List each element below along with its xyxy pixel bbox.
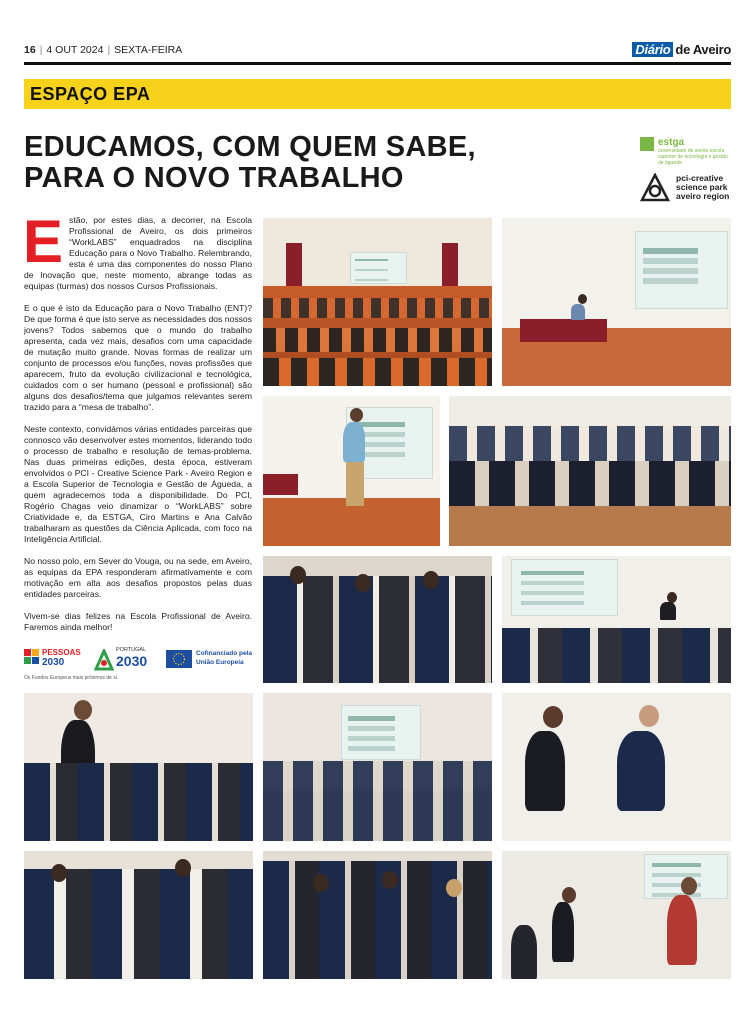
portugal-flag-icon: [94, 649, 114, 671]
pessoas-2030-logo: [24, 647, 82, 673]
pessoas-year: 2030: [42, 657, 65, 668]
section-band: [24, 79, 731, 109]
eu-line-1: Cofinanciado pela: [196, 650, 252, 657]
pessoas-label: PESSOAS: [42, 648, 81, 657]
projection-screen: [341, 705, 421, 760]
estga-mark-icon: [640, 137, 654, 151]
projection-screen: [635, 231, 729, 309]
drop-cap: E: [23, 208, 64, 275]
photo-classroom-screen: [263, 693, 492, 841]
photo-group-discussion: [502, 851, 731, 979]
page-meta: 16 | 4 OUT 2024 | SEXTA-FEIRA: [24, 44, 183, 56]
photo-presenter-table: [502, 218, 731, 386]
photo-students-closeup: [263, 556, 492, 683]
photo-auditorium-rear: [263, 218, 492, 386]
article-paragraph-3: Neste contexto, convidámos várias entidades parceiras que connosco vão desenvolver estes momentos, liderando todo o processo de trabalho e resolução de temas-problema. Nas duas primeiras edições, desta época, estiveram envolvidos o PCI - Creative Science Park - Aveiro Region e a Escola Superior de Tecnologia e Gestão de Águeda, a quem agradecemos toda a disponibilidade. Do PCI, Rogério Chagas veio dinamizar o “WorkLABS” sobre Criatividade e, da ESTGA, Ciro Martins e Ana Calvão trabalharam as questões da Ciência Aplicada, com foco na Inteligência Artificial.: [24, 424, 252, 544]
eu-line-2: União Europeia: [196, 659, 244, 666]
photo-presenter-gesturing: [24, 693, 253, 841]
section-label: ESPAÇO EPA: [30, 84, 151, 104]
pci-mark-icon: [640, 173, 670, 203]
projection-screen: [350, 252, 407, 284]
brand-name: de Aveiro: [675, 42, 731, 57]
brand-tag: Diário: [632, 42, 673, 57]
photo-students-front-row: [24, 851, 253, 979]
pessoas-flag-icon: [24, 647, 40, 671]
estga-name: estga: [658, 137, 685, 148]
pci-logo: [640, 173, 732, 205]
photo-students-auditorium: [263, 851, 492, 979]
page-number: 16: [24, 44, 36, 56]
article-paragraph-1-text: stão, por estes dias, a decorrer, na Escola Profissional de Aveiro, os dois primeiros “WorkLABS” enquadrados na disciplina Educação para o Novo Trabalho. Relembrando, esta é uma das componentes do nosso Plano de Inovação que, neste momento, abrange todas as equipas (turmas) dos nossos Cursos Profissionais.: [24, 215, 252, 291]
article-body: [23, 208, 252, 633]
estga-subtitle: universidade de aveiro escola superior de tecnologia e gestão de águeda: [658, 148, 728, 166]
estga-logo: [640, 135, 732, 166]
eu-flag-icon: [166, 650, 192, 668]
eu-cofunding-logo: [166, 647, 254, 673]
portugal-year: 2030: [116, 653, 148, 669]
article-headline: [24, 132, 584, 194]
headline-line-1: EDUCAMOS, COM QUEM SABE,: [24, 131, 476, 163]
issue-date: 4 OUT 2024: [46, 44, 104, 56]
article-paragraph-1: [23, 208, 252, 292]
headline-line-2: PARA O NOVO TRABALHO: [24, 162, 404, 194]
projection-screen: [511, 559, 618, 617]
funding-note: Os Fundos Europeus mais próximos de si.: [24, 675, 119, 681]
photo-presenter-standing: [263, 396, 440, 546]
pci-name: pci-creative science park aveiro region: [676, 173, 730, 201]
article-paragraph-2: E o que é isto da Educação para o Novo Trabalho (ENT)? De que forma é que isto serve as necessidades dos nossos jovens? Todos sabemos que o mundo do trabalho apresenta, cada vez mais, desafios com uma capacidade de mutação muito grande. Novas formas de realizar um conjunto de processos e/ou funções, novas profissões que aparecem, fruto da evolução civilizacional e tecnológica, cuidados com o ser humano (pessoal e profissional) são alguns dos desafios/tema que julgamos relevantes serem trazido para a “mesa de trabalho”.: [24, 303, 252, 412]
funding-logos: [24, 645, 254, 685]
photo-students-presentation: [502, 556, 731, 683]
portugal-label: PORTUGAL: [116, 647, 147, 653]
article-paragraph-4: No nosso polo, em Sever do Vouga, ou na sede, em Aveiro, as equipas da EPA responderam afirmativamente e com motivação em alta aos desafios propostos pelas duas entidades parceiras.: [24, 556, 252, 599]
article-paragraph-5: Vivem-se dias felizes na Escola Profissional de Aveiro. Faremos ainda melhor!: [24, 611, 252, 632]
issue-weekday: SEXTA-FEIRA: [114, 44, 183, 56]
photo-two-speakers: [502, 693, 731, 841]
table: [520, 319, 607, 343]
portugal-2030-logo: [94, 647, 164, 673]
page-header: [24, 40, 731, 62]
photo-students-seated: [449, 396, 731, 546]
header-rule: [24, 62, 731, 65]
partner-logos: [640, 135, 732, 205]
newspaper-logo: [632, 42, 731, 57]
